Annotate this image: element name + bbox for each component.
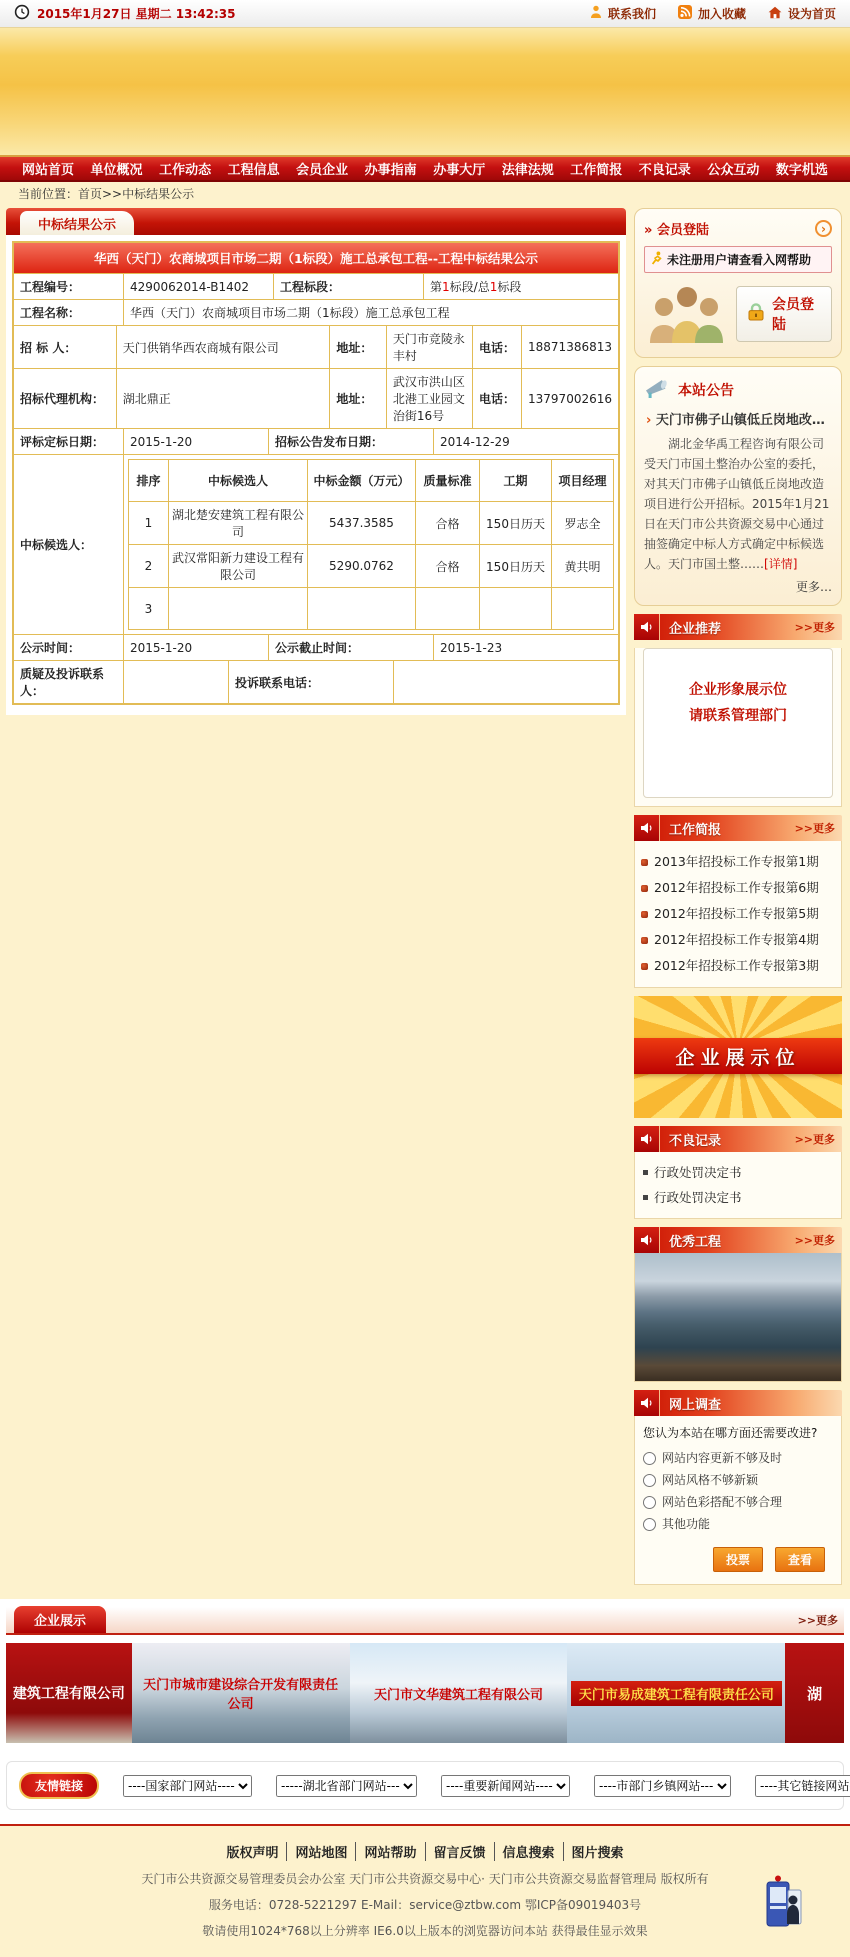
nav-item-digital[interactable]: 数字机选 bbox=[775, 163, 828, 178]
announcement-body bbox=[644, 434, 832, 574]
tenderer-label: 招 标 人： bbox=[14, 326, 117, 368]
survey-option[interactable] bbox=[643, 1513, 833, 1535]
survey-buttons bbox=[643, 1547, 833, 1572]
survey-radio[interactable] bbox=[643, 1452, 656, 1465]
recommend-header bbox=[634, 614, 842, 640]
section-prefix: 第 bbox=[430, 280, 443, 294]
company-name: 建筑工程有限公司 bbox=[12, 1686, 125, 1702]
tenderer-addr-value: 天门市竞陵永丰村 bbox=[387, 326, 473, 368]
survey-option-label: 网站色彩搭配不够合理 bbox=[662, 1495, 783, 1509]
company-name: 天门市易成建筑工程有限责任公司 bbox=[571, 1681, 782, 1706]
candidate-row bbox=[129, 545, 614, 588]
main-nav bbox=[0, 155, 850, 182]
survey-option[interactable] bbox=[643, 1447, 833, 1469]
table-row bbox=[14, 368, 618, 428]
speaker-icon bbox=[634, 614, 660, 640]
footer-link-feedback[interactable]: 留言反馈 bbox=[425, 1842, 494, 1861]
bullet-icon bbox=[641, 885, 648, 892]
project-no-label: 工程编号： bbox=[14, 274, 124, 299]
vote-button[interactable]: 投票 bbox=[713, 1547, 763, 1572]
arrow-circle-icon[interactable] bbox=[815, 220, 832, 237]
register-help-link[interactable] bbox=[644, 246, 832, 273]
recommend-placeholder bbox=[643, 648, 833, 798]
col-candidate: 中标候选人 bbox=[169, 460, 308, 502]
complaint-contact-label: 质疑及投诉联系人： bbox=[14, 661, 124, 703]
company-banner-image[interactable] bbox=[785, 1643, 844, 1743]
tenderer-tel-label: 电话： bbox=[473, 326, 522, 368]
result-panel-body bbox=[6, 235, 626, 715]
excellent-projects-body bbox=[634, 1253, 842, 1382]
cell bbox=[308, 588, 416, 630]
datetime-area bbox=[14, 4, 236, 24]
contact-icon bbox=[590, 5, 602, 22]
excellent-projects-header bbox=[634, 1227, 842, 1253]
friend-links-box bbox=[6, 1761, 844, 1810]
briefs-header bbox=[634, 815, 842, 841]
bullet-icon bbox=[641, 859, 648, 866]
bid-result-table bbox=[12, 241, 620, 705]
contact-us-label: 联系我们 bbox=[607, 7, 656, 21]
company-name: 湖 bbox=[807, 1684, 823, 1703]
section-number-1: 1 bbox=[442, 279, 450, 294]
bad-record-label: 行政处罚决定书 bbox=[654, 1165, 742, 1180]
view-results-button[interactable]: 查看 bbox=[775, 1547, 825, 1572]
tenderer-tel-value: 18871386813 bbox=[528, 340, 612, 354]
agency-addr-value: 武汉市洪山区北港工业园文治街16号 bbox=[387, 369, 473, 428]
bad-records-list bbox=[634, 1152, 842, 1219]
candidates-table bbox=[128, 459, 614, 630]
friend-links-select-other[interactable] bbox=[755, 1775, 850, 1797]
table-row bbox=[14, 299, 618, 325]
cell: 湖北楚安建筑工程有限公司 bbox=[169, 502, 308, 545]
datetime-text: 2015年1月27日 星期二 13:42:35 bbox=[37, 7, 236, 21]
result-panel-header bbox=[6, 208, 626, 235]
member-login-header bbox=[644, 219, 832, 238]
agency-label: 招标代理机构： bbox=[14, 369, 117, 428]
table-row bbox=[14, 273, 618, 299]
speaker-icon bbox=[634, 1390, 660, 1416]
bad-record-label: 行政处罚决定书 bbox=[654, 1190, 742, 1205]
cell: 5290.0762 bbox=[308, 545, 416, 588]
col-quality: 质量标准 bbox=[416, 460, 480, 502]
member-login-button-label: 会员登陆 bbox=[772, 297, 814, 333]
company-banner-image[interactable] bbox=[567, 1643, 785, 1743]
brief-item-label: 2013年招投标工作专报第1期 bbox=[654, 854, 819, 869]
recommend-body bbox=[634, 648, 842, 807]
brief-item-link[interactable] bbox=[641, 875, 835, 901]
cell: 3 bbox=[129, 588, 169, 630]
member-login-row bbox=[644, 281, 832, 347]
col-manager: 项目经理 bbox=[552, 460, 614, 502]
speaker-icon bbox=[634, 1227, 660, 1253]
footer-link-sitemap[interactable]: 网站地图 bbox=[286, 1842, 355, 1861]
nav-item-news[interactable]: 工作动态 bbox=[159, 163, 212, 178]
section-label: 工程标段： bbox=[274, 274, 424, 299]
tenderer-value: 天门供销华西农商城有限公司 bbox=[117, 326, 331, 368]
survey-title: 网上调查 bbox=[669, 1397, 722, 1413]
candidates-cell bbox=[124, 455, 618, 634]
announcement-body-text: 湖北金华禹工程咨询有限公司受天门市国土整治办公室的委托，对其天门市佛子山镇低丘岗地改造项目进行公开招标。2015年1月21日在天门市公共资源交易中心通过抽签确定中标人方式确定中标候选人。天门市国土整…… bbox=[644, 437, 830, 571]
brief-item-link[interactable] bbox=[641, 953, 835, 979]
brief-item-link[interactable] bbox=[641, 849, 835, 875]
nav-item-bad-records[interactable]: 不良记录 bbox=[638, 163, 691, 178]
survey-option[interactable] bbox=[643, 1469, 833, 1491]
briefs-title: 工作简报 bbox=[669, 822, 722, 838]
company-banner-image[interactable] bbox=[6, 1643, 132, 1743]
friend-links-label: 友情链接 bbox=[19, 1772, 99, 1799]
nav-item-hall[interactable]: 办事大厅 bbox=[433, 163, 486, 178]
excellent-projects-more-link[interactable]: >>更多 bbox=[794, 1234, 835, 1247]
contact-us-link[interactable] bbox=[590, 5, 656, 22]
nav-item-interaction[interactable]: 公众互动 bbox=[707, 163, 760, 178]
add-favorite-link[interactable] bbox=[678, 5, 746, 22]
cell: 合格 bbox=[416, 545, 480, 588]
home-icon bbox=[768, 6, 782, 22]
bad-records-title: 不良记录 bbox=[669, 1133, 722, 1149]
police-badge-icon[interactable] bbox=[762, 1874, 806, 1934]
top-utility-bar bbox=[0, 0, 850, 28]
showcase-header bbox=[6, 1607, 844, 1635]
brief-item-label: 2012年招投标工作专报第5期 bbox=[654, 906, 819, 921]
table-row bbox=[14, 428, 618, 454]
cell bbox=[480, 588, 552, 630]
section-suffix: 标段 bbox=[497, 280, 522, 294]
publicity-end-label: 公示截止时间： bbox=[269, 635, 434, 660]
cell: 武汉常阳新力建设工程有限公司 bbox=[169, 545, 308, 588]
showcase-more-link[interactable]: >>更多 bbox=[797, 1614, 838, 1627]
eval-date-label: 评标定标日期： bbox=[14, 429, 124, 454]
cell bbox=[416, 588, 480, 630]
survey-question: 您认为本站在哪方面还需要改进? bbox=[643, 1426, 818, 1440]
member-login-button[interactable] bbox=[736, 286, 832, 342]
lock-icon bbox=[746, 302, 766, 326]
nav-item-guide[interactable]: 办事指南 bbox=[364, 163, 417, 178]
footer bbox=[0, 1824, 850, 1957]
rss-icon bbox=[678, 5, 692, 22]
nav-item-about[interactable]: 单位概况 bbox=[90, 163, 143, 178]
enterprise-showcase-section bbox=[0, 1599, 850, 1753]
friend-links-select-news[interactable] bbox=[441, 1775, 570, 1797]
enterprise-showcase-band bbox=[634, 1038, 842, 1074]
bullet-icon bbox=[641, 911, 648, 918]
excellent-project-photo[interactable] bbox=[635, 1253, 841, 1381]
complaint-contact-value bbox=[124, 661, 229, 703]
showcase-strip bbox=[6, 1643, 844, 1743]
enterprise-showcase-banner[interactable] bbox=[634, 996, 842, 1118]
company-name: 天门市文华建筑工程有限公司 bbox=[374, 1687, 544, 1703]
project-name-value: 华西（天门）农商城项目市场二期（1标段）施工总承包工程 bbox=[130, 306, 450, 320]
megaphone-icon bbox=[644, 377, 670, 403]
section-number-2: 1 bbox=[489, 279, 498, 294]
complaint-tel-label: 投诉联系电话： bbox=[229, 661, 394, 703]
briefs-list bbox=[634, 841, 842, 988]
footer-browser-line: 敬请使用1024*768以上分辨率 IE6.0以上版本的浏览器访问本站 获得最佳显示效果 bbox=[202, 1924, 648, 1938]
col-rank: 排序 bbox=[129, 460, 169, 502]
nav-item-laws[interactable]: 法律法规 bbox=[501, 163, 554, 178]
excellent-projects-title: 优秀工程 bbox=[669, 1234, 722, 1250]
site-banner-image bbox=[0, 28, 850, 155]
register-help-label: 未注册用户请查看入网帮助 bbox=[667, 253, 812, 267]
survey-radio[interactable] bbox=[643, 1474, 656, 1487]
table-row bbox=[14, 634, 618, 660]
footer-link-help[interactable]: 网站帮助 bbox=[355, 1842, 424, 1861]
cell: 150日历天 bbox=[480, 502, 552, 545]
clock-icon bbox=[14, 4, 30, 24]
bad-record-link[interactable] bbox=[643, 1185, 833, 1210]
recommend-title: 企业推荐 bbox=[669, 621, 722, 637]
agency-tel-label: 电话： bbox=[473, 369, 522, 428]
agency-value: 湖北鼎正 bbox=[117, 369, 331, 428]
friend-links-select-province[interactable] bbox=[276, 1775, 417, 1797]
announce-date-value: 2014-12-29 bbox=[440, 434, 510, 449]
site-announcement-panel bbox=[634, 366, 842, 606]
sidebar bbox=[634, 208, 842, 1593]
survey-option-label: 网站内容更新不够及时 bbox=[662, 1451, 783, 1465]
cell: 合格 bbox=[416, 502, 480, 545]
brief-item-label: 2012年招投标工作专报第4期 bbox=[654, 932, 819, 947]
footer-link-copyright[interactable]: 版权声明 bbox=[226, 1846, 279, 1861]
company-banner-image[interactable] bbox=[350, 1643, 568, 1743]
breadcrumb: 当前位置：首页>>中标结果公示 bbox=[18, 187, 195, 201]
add-favorite-label: 加入收藏 bbox=[697, 7, 746, 21]
set-homepage-link[interactable] bbox=[768, 5, 836, 22]
table-row bbox=[14, 660, 618, 703]
candidate-row bbox=[129, 588, 614, 630]
member-login-title: » 会员登陆 bbox=[644, 219, 709, 238]
notice-title: 华西（天门）农商城项目市场二期（1标段）施工总承包工程--工程中标结果公示 bbox=[14, 243, 618, 273]
cell: 黄共明 bbox=[552, 545, 614, 588]
footer-link-info-search[interactable]: 信息搜索 bbox=[494, 1842, 563, 1861]
table-row bbox=[14, 454, 618, 634]
bad-record-link[interactable] bbox=[643, 1160, 833, 1185]
section-value bbox=[424, 274, 618, 299]
eval-date-value: 2015-1-20 bbox=[124, 429, 269, 454]
cell: 5437.3585 bbox=[308, 502, 416, 545]
brief-item-link[interactable] bbox=[641, 901, 835, 927]
survey-header bbox=[634, 1390, 842, 1416]
members-illustration bbox=[644, 281, 730, 347]
enterprise-showcase-banner-text: 企业展示位 bbox=[675, 1046, 801, 1069]
speaker-icon bbox=[634, 815, 660, 841]
recommend-line2: 请联系管理部门 bbox=[689, 708, 787, 724]
survey-body bbox=[634, 1416, 842, 1585]
recommend-more-link[interactable]: >>更多 bbox=[794, 621, 835, 634]
project-name-label: 工程名称： bbox=[14, 300, 124, 325]
announcement-title: 本站公告 bbox=[678, 383, 734, 399]
footer-links bbox=[0, 1842, 850, 1861]
briefs-more-link[interactable]: >>更多 bbox=[794, 822, 835, 835]
publicity-start-value: 2015-1-20 bbox=[124, 635, 269, 660]
tab-bid-result-publicity[interactable]: 中标结果公示 bbox=[20, 211, 134, 235]
announce-date-label: 招标公告发布日期： bbox=[269, 429, 434, 454]
agency-tel-value: 13797002616 bbox=[528, 391, 612, 406]
section-mid: 标段/总 bbox=[449, 280, 490, 294]
content-area bbox=[0, 206, 850, 1593]
announcement-headline-link[interactable]: › 天门市佛子山镇低丘岗地改… bbox=[646, 409, 832, 428]
announcement-more-link[interactable]: 更多… bbox=[795, 580, 832, 594]
tenderer-addr-label: 地址： bbox=[330, 326, 386, 368]
survey-radio[interactable] bbox=[643, 1496, 656, 1509]
company-name: 天门市城市建设综合开发有限责任公司 bbox=[143, 1678, 339, 1712]
bad-records-header bbox=[634, 1126, 842, 1152]
col-amount: 中标金额（万元） bbox=[308, 460, 416, 502]
bullet-icon bbox=[641, 963, 648, 970]
nav-item-members[interactable]: 会员企业 bbox=[296, 163, 349, 178]
announcement-header bbox=[644, 377, 832, 403]
footer-copyright-line: 天门市公共资源交易管理委员会办公室 天门市公共资源交易中心· 天门市公共资源交易监督管理局 版权所有 bbox=[141, 1872, 709, 1886]
candidates-label: 中标候选人： bbox=[14, 455, 124, 634]
nav-item-projects[interactable]: 工程信息 bbox=[227, 163, 280, 178]
main-column bbox=[6, 208, 626, 715]
top-links bbox=[590, 5, 836, 22]
set-homepage-label: 设为首页 bbox=[787, 7, 836, 21]
friend-links-select-national[interactable] bbox=[123, 1775, 252, 1797]
project-no-value: 4290062014-B1402 bbox=[124, 274, 274, 299]
candidates-header-row bbox=[129, 460, 614, 502]
brief-item-link[interactable] bbox=[641, 927, 835, 953]
cell: 罗志全 bbox=[552, 502, 614, 545]
recommend-line1: 企业形象展示位 bbox=[689, 682, 787, 698]
cell: 2 bbox=[129, 545, 169, 588]
publicity-label: 公示时间： bbox=[14, 635, 124, 660]
cell bbox=[169, 588, 308, 630]
brief-item-label: 2012年招投标工作专报第6期 bbox=[654, 880, 819, 895]
agency-addr-label: 地址： bbox=[330, 369, 386, 428]
col-duration: 工期 bbox=[480, 460, 552, 502]
friend-links-section bbox=[0, 1753, 850, 1824]
bad-records-more-link[interactable]: >>更多 bbox=[794, 1133, 835, 1146]
survey-option-label: 网站风格不够新颖 bbox=[662, 1473, 759, 1487]
survey-radio[interactable] bbox=[643, 1518, 656, 1531]
cell: 150日历天 bbox=[480, 545, 552, 588]
nav-item-briefs[interactable]: 工作简报 bbox=[570, 163, 623, 178]
cell: 1 bbox=[129, 502, 169, 545]
survey-option-label: 其他功能 bbox=[662, 1517, 711, 1531]
bullet-icon bbox=[641, 937, 648, 944]
cell bbox=[552, 588, 614, 630]
speaker-icon bbox=[634, 1126, 660, 1152]
showcase-tab[interactable]: 企业展示 bbox=[14, 1606, 106, 1633]
announcement-detail-link[interactable]: [详情] bbox=[764, 557, 798, 571]
friend-links-select-township[interactable] bbox=[594, 1775, 731, 1797]
member-login-panel bbox=[634, 208, 842, 358]
nav-item-home[interactable]: 网站首页 bbox=[22, 163, 75, 178]
footer-link-image-search[interactable]: 图片搜索 bbox=[563, 1842, 632, 1861]
complaint-tel-value bbox=[394, 661, 618, 703]
footer-contact-line: 服务电话：0728-5221297 E-Mail：service@ztbw.com 鄂ICP备09019403号 bbox=[208, 1898, 642, 1912]
runner-icon bbox=[650, 251, 663, 268]
bullet-icon bbox=[643, 1170, 648, 1175]
survey-option[interactable] bbox=[643, 1491, 833, 1513]
candidate-row bbox=[129, 502, 614, 545]
publicity-end-value: 2015-1-23 bbox=[440, 640, 503, 655]
bullet-icon bbox=[643, 1195, 648, 1200]
company-banner-image[interactable] bbox=[132, 1643, 350, 1743]
brief-item-label: 2012年招投标工作专报第3期 bbox=[654, 958, 819, 973]
table-row bbox=[14, 325, 618, 368]
